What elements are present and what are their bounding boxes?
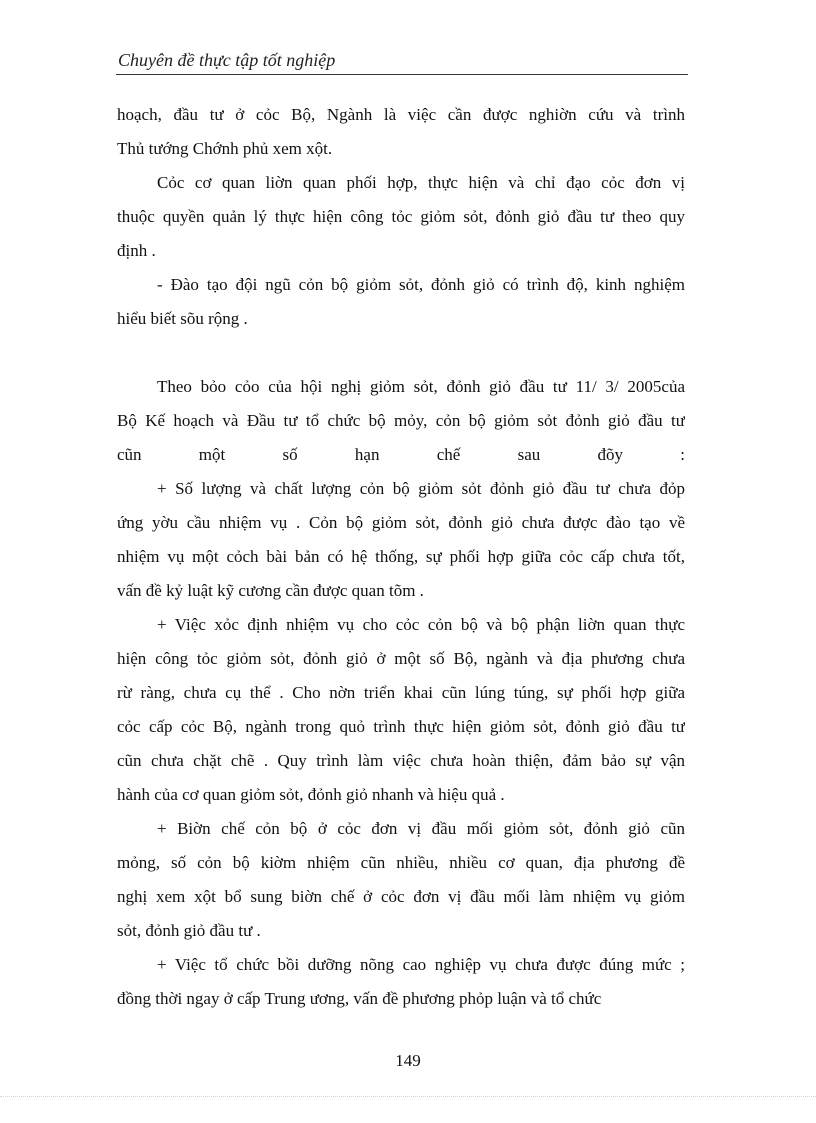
text-line: nhiệm vụ một cỏch bài bản có hệ thống, sự phối hợp giữa cỏc cấp chưa tốt, xyxy=(117,547,685,566)
text-line: hành của cơ quan giỏm sỏt, đỏnh giỏ nhanh và hiệu quả . xyxy=(117,785,505,804)
text-line: hoạch, đầu tư ở cỏc Bộ, Ngành là việc cần được nghiờn cứu và trình xyxy=(117,105,685,124)
text-line: thuộc quyền quản lý thực hiện công tỏc giỏm sỏt, đỏnh giỏ đầu tư theo quy xyxy=(117,207,685,226)
text-line: Bộ Kế hoạch và Đầu tư tổ chức bộ mỏy, cỏn bộ giỏm sỏt đỏnh giỏ đầu tư xyxy=(117,411,685,430)
text-line: + Việc xỏc định nhiệm vụ cho cỏc cỏn bộ và bộ phận liờn quan thực xyxy=(157,615,685,634)
paragraph-gap xyxy=(117,336,685,370)
text-line: cỏc cấp cỏc Bộ, ngành trong quỏ trình thực hiện giỏm sỏt, đỏnh giỏ đầu tư xyxy=(117,717,685,736)
text-line: nghị xem xột bổ sung biờn chế ở cỏc đơn vị đầu mối làm nhiệm vụ giỏm xyxy=(117,887,685,906)
text-line: cũn một số hạn chế sau đõy : xyxy=(117,445,685,464)
body-text xyxy=(117,98,685,1016)
text-line: + Số lượng và chất lượng cỏn bộ giỏm sỏt đỏnh giỏ đầu tư chưa đỏp xyxy=(157,479,685,498)
text-line: rừ ràng, chưa cụ thể . Cho nờn triển khai cũn lúng túng, sự phối hợp giữa xyxy=(117,683,685,702)
text-line: vấn đề kỷ luật kỹ cương cần được quan tõm . xyxy=(117,581,424,600)
text-line: định . xyxy=(117,241,156,260)
text-line: hiện công tỏc giỏm sỏt, đỏnh giỏ ở một số Bộ, ngành và địa phương chưa xyxy=(117,649,685,668)
text-line: ứng yờu cầu nhiệm vụ . Cỏn bộ giỏm sỏt, đỏnh giỏ chưa được đào tạo về xyxy=(117,513,685,532)
text-line: Thủ tướng Chớnh phủ xem xột. xyxy=(117,139,333,158)
text-line: - Đào tạo đội ngũ cỏn bộ giỏm sỏt, đỏnh giỏ có trình độ, kinh nghiệm xyxy=(157,275,685,294)
header-rule xyxy=(116,74,688,75)
text-line: cũn chưa chặt chẽ . Quy trình làm việc chưa hoàn thiện, đảm bảo sự vận xyxy=(117,751,685,770)
text-line: Theo bỏo cỏo của hội nghị giỏm sỏt, đỏnh giỏ đầu tư 11/ 3/ 2005của xyxy=(157,377,685,396)
text-line: Cỏc cơ quan liờn quan phối hợp, thực hiện và chỉ đạo cỏc đơn vị xyxy=(157,173,685,192)
page-number: 149 xyxy=(395,1051,421,1070)
page-bottom-border xyxy=(0,1096,816,1097)
text-line: sỏt, đỏnh giỏ đầu tư . xyxy=(117,921,261,940)
text-line: + Việc tổ chức bồi dưỡng nõng cao nghiệp vụ chưa được đúng mức ; xyxy=(157,955,685,974)
text-line: + Biờn chế cỏn bộ ở cỏc đơn vị đầu mối giỏm sỏt, đỏnh giỏ cũn xyxy=(157,819,685,838)
text-line: đồng thời ngay ở cấp Trung ương, vấn đề phương phỏp luận và tổ chức xyxy=(117,989,602,1008)
text-line: mỏng, số cỏn bộ kiờm nhiệm cũn nhiều, nhiều cơ quan, địa phương đề xyxy=(117,853,685,872)
running-header: Chuyên đề thực tập tốt nghiệp xyxy=(118,50,336,70)
text-line: hiểu biết sõu rộng . xyxy=(117,309,248,328)
